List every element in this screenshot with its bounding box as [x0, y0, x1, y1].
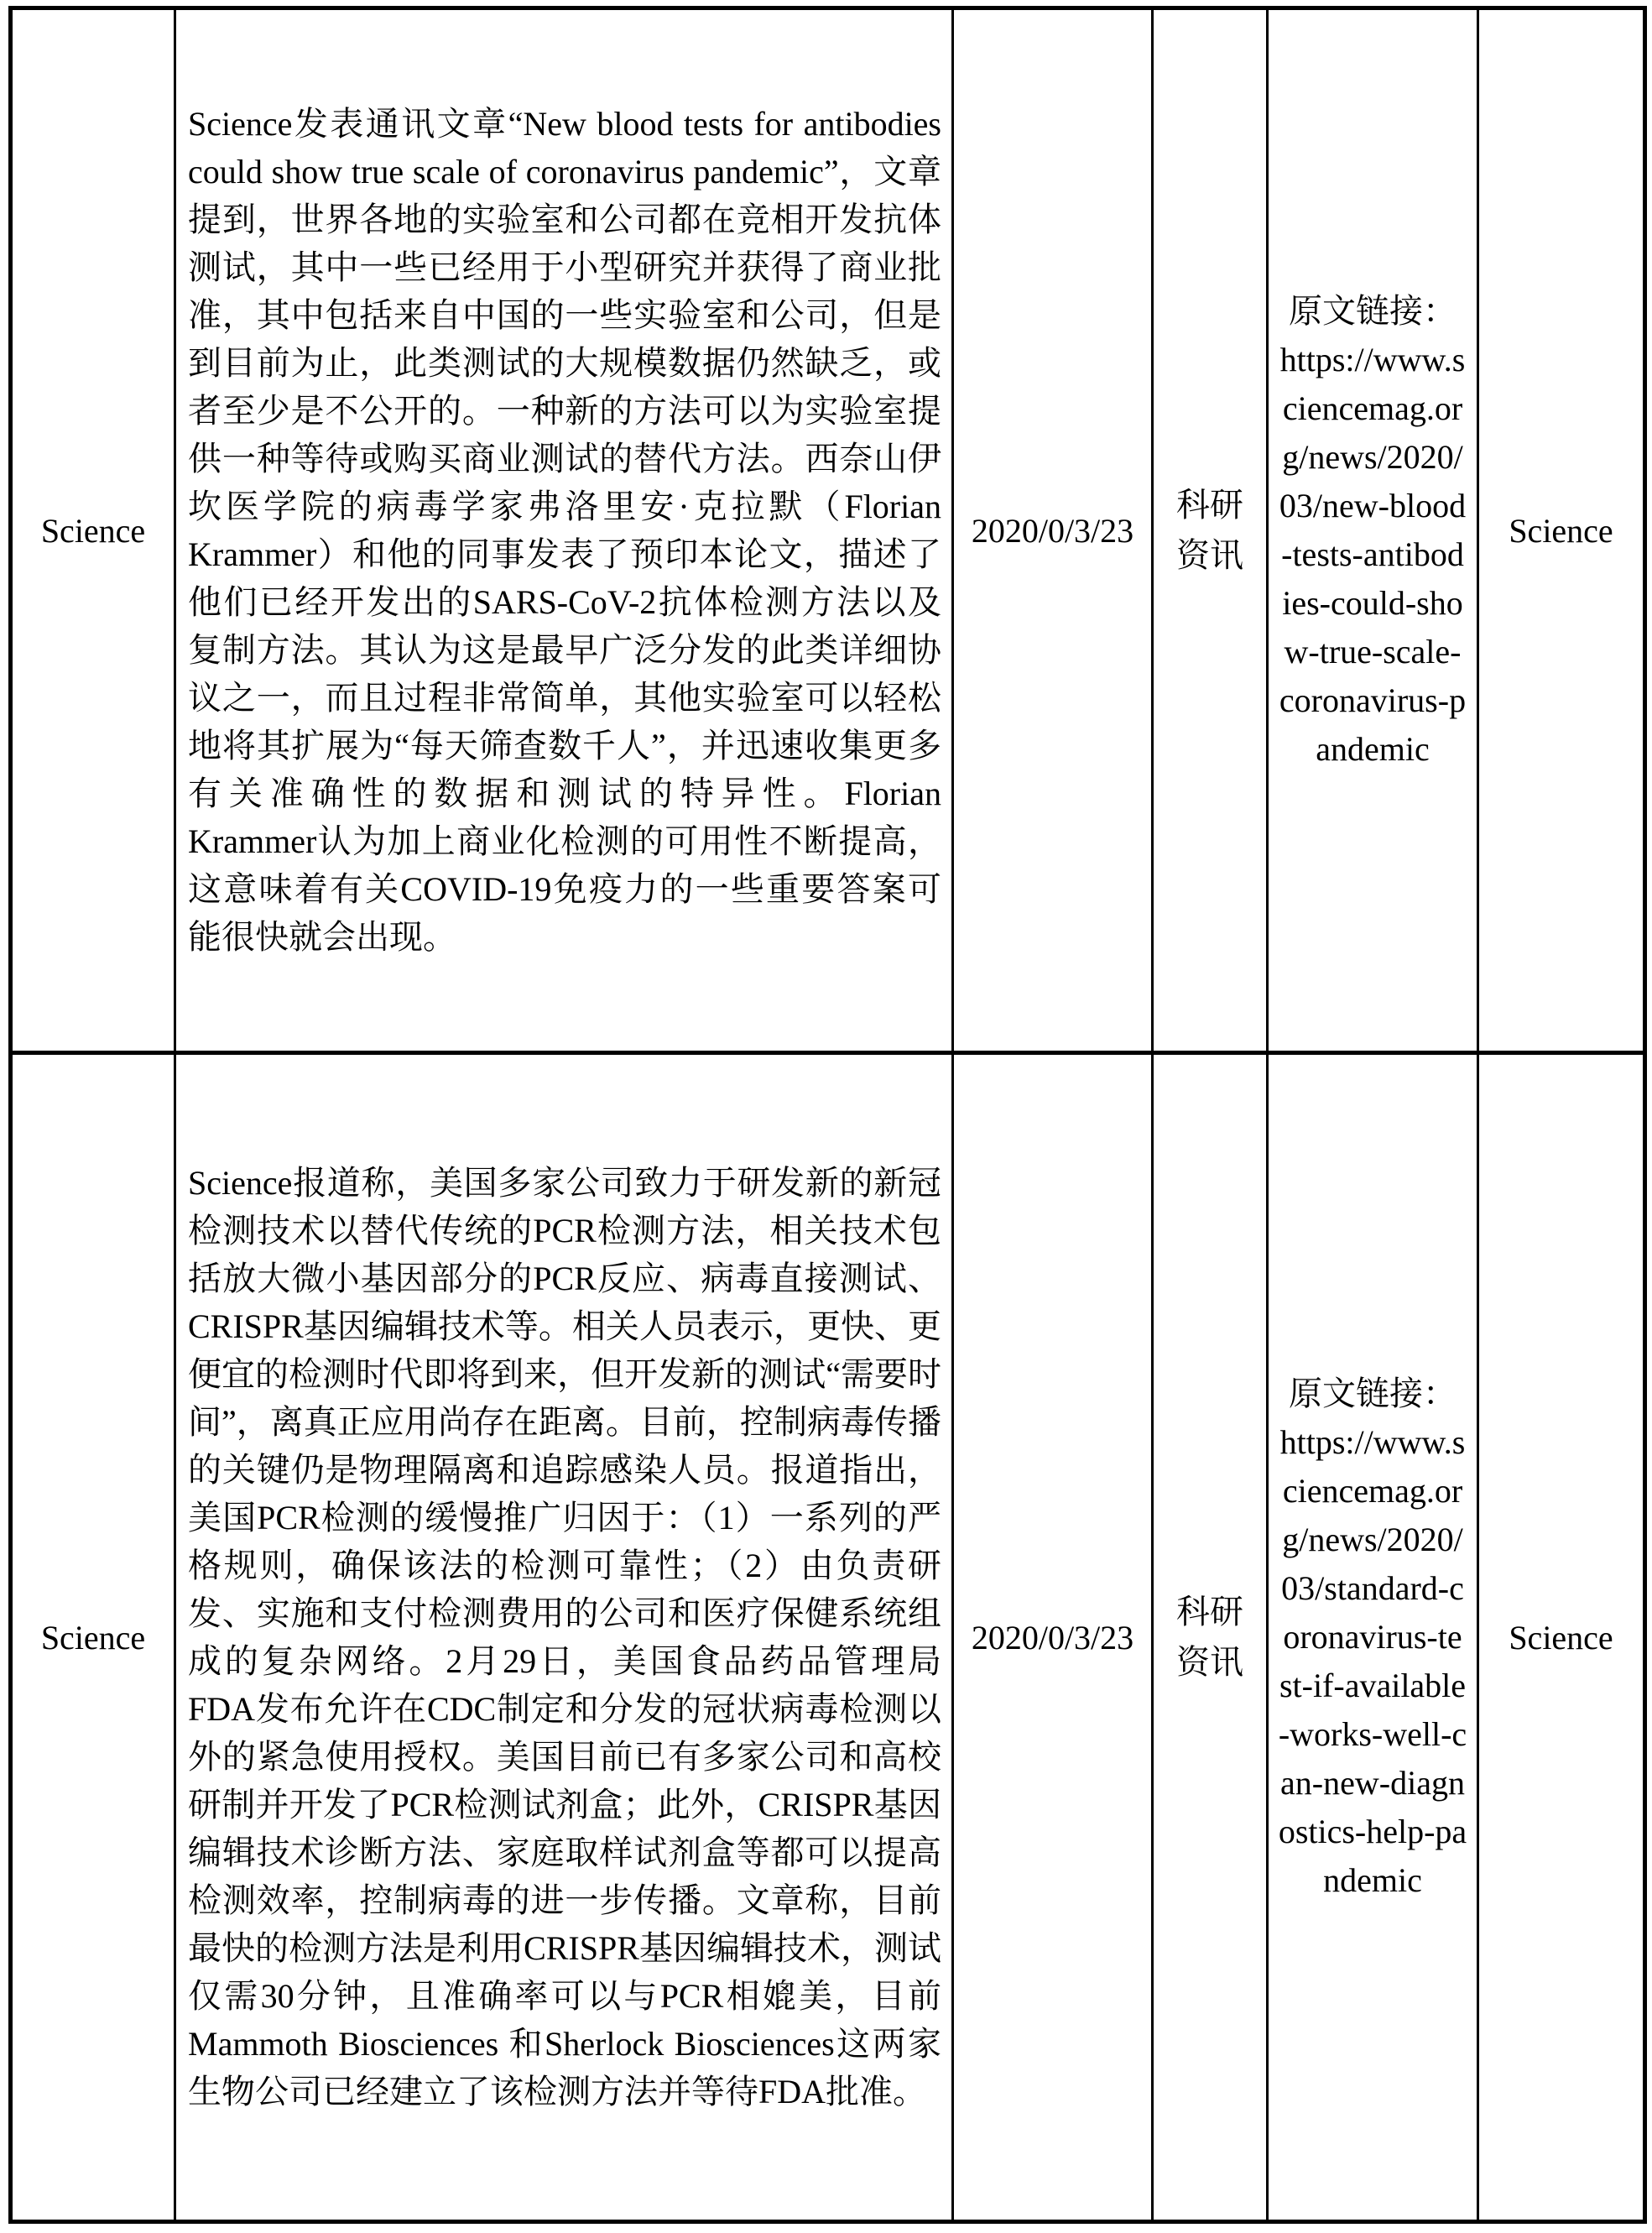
link-url: https://www.sciencemag.org/news/2020/03/new-blood-tests-antibodies-could-show-true-scale-coronavirus-pandemic	[1279, 341, 1467, 768]
source-cell: Science	[11, 8, 175, 1053]
journal-cell: Science	[1478, 8, 1645, 1053]
category-cell: 科研资讯	[1153, 1053, 1268, 2222]
link-cell	[1268, 8, 1478, 1053]
table-row	[11, 8, 1645, 1053]
journal-cell: Science	[1478, 1053, 1645, 2222]
table-row	[11, 1053, 1645, 2222]
link-label: 原文链接：	[1289, 1375, 1457, 1412]
summary-cell: Science发表通讯文章“New blood tests for antibodies could show true scale of coronavirus pandemic”，文章提到，世界各地的实验室和公司都在竞相开发抗体测试，其中一些已经用于小型研究并获得了商业批准，其中包括来自中国的一些实验室和公司，但是到目前为止，此类测试的大规模数据仍然缺乏，或者至少是不公开的。一种新的方法可以为实验室提供一种等待或购买商业测试的替代方法。西奈山伊坎医学院的病毒学家弗洛里安·克拉默（Florian Krammer）和他的同事发表了预印本论文，描述了他们已经开发出的SARS-CoV-2抗体检测方法以及复制方法。其认为这是最早广泛分发的此类详细协议之一，而且过程非常简单，其他实验室可以轻松地将其扩展为“每天筛查数千人”，并迅速收集更多有关准确性的数据和测试的特异性。Florian Krammer认为加上商业化检测的可用性不断提高，这意味着有关COVID-19免疫力的一些重要答案可能很快就会出现。	[175, 8, 953, 1053]
link-cell	[1268, 1053, 1478, 2222]
link-url: https://www.sciencemag.org/news/2020/03/standard-coronavirus-test-if-available-works-well-can-new-diagnostics-help-pandemic	[1278, 1423, 1467, 1899]
date-cell: 2020/0/3/23	[953, 1053, 1153, 2222]
source-cell: Science	[11, 1053, 175, 2222]
link-label: 原文链接：	[1289, 292, 1457, 330]
news-table	[8, 6, 1647, 2224]
category-cell: 科研资讯	[1153, 8, 1268, 1053]
summary-cell: Science报道称，美国多家公司致力于研发新的新冠检测技术以替代传统的PCR检测方法，相关技术包括放大微小基因部分的PCR反应、病毒直接测试、CRISPR基因编辑技术等。相关人员表示，更快、更便宜的检测时代即将到来，但开发新的测试“需要时间”，离真正应用尚存在距离。目前，控制病毒传播的关键仍是物理隔离和追踪感染人员。报道指出，美国PCR检测的缓慢推广归因于：（1）一系列的严格规则，确保该法的检测可靠性；（2）由负责研发、实施和支付检测费用的公司和医疗保健系统组成的复杂网络。2月29日，美国食品药品管理局FDA发布允许在CDC制定和分发的冠状病毒检测以外的紧急使用授权。美国目前已有多家公司和高校研制并开发了PCR检测试剂盒；此外，CRISPR基因编辑技术诊断方法、家庭取样试剂盒等都可以提高检测效率，控制病毒的进一步传播。文章称，目前最快的检测方法是利用CRISPR基因编辑技术，测试仅需30分钟，且准确率可以与PCR相媲美，目前Mammoth Biosciences 和Sherlock Biosciences这两家生物公司已经建立了该检测方法并等待FDA批准。	[175, 1053, 953, 2222]
date-cell: 2020/0/3/23	[953, 8, 1153, 1053]
